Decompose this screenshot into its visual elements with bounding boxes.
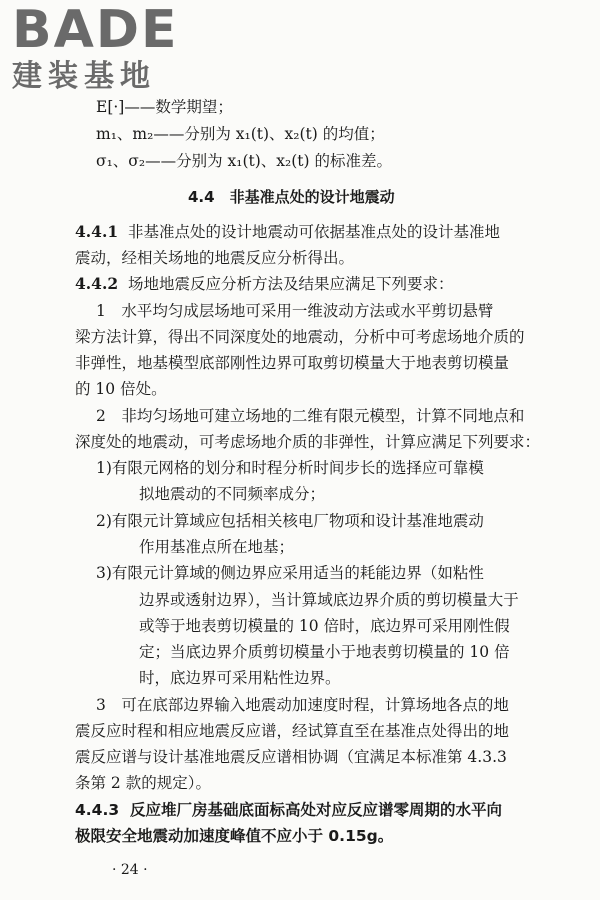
section-title: 4.4 非基准点处的设计地震动 xyxy=(188,188,395,206)
definition-mean: m₁、m₂——分别为 x₁(t)、x₂(t) 的均值； xyxy=(96,125,385,143)
clause-4-4-2-line-1 xyxy=(75,274,454,294)
item-3-line-3: 震反应谱与设计基准地震反应谱相协调（宜满足本标准第 4.3.3 xyxy=(75,748,507,766)
brand-logo xyxy=(12,0,182,94)
item-1-line-4: 的 10 倍处。 xyxy=(75,380,167,398)
clause-text: 非基准点处的设计地震动可依据基准点处的设计基准地 xyxy=(128,223,501,241)
clause-number: 4.4.3 xyxy=(75,801,120,819)
clause-4-4-1-line-2: 震动，经相关场地的地震反应分析得出。 xyxy=(75,249,355,267)
clause-4-4-3-line-2: 极限安全地震动加速度峰值不应小于 0.15g。 xyxy=(75,827,394,845)
item-3-line-1: 3 可在底部边界输入地震动加速度时程，计算场地各点的地 xyxy=(96,696,509,714)
clause-text: 反应堆厂房基础底面标高处对应反应谱零周期的水平向 xyxy=(129,801,502,819)
definition-expectation: E[·]——数学期望； xyxy=(96,98,233,116)
clause-number: 4.4.2 xyxy=(75,274,119,293)
subitem-1-line-2: 拟地震动的不同频率成分； xyxy=(139,485,326,503)
item-1-line-2: 梁方法计算，得出不同深度处的地震动，分析中可考虑场地介质的 xyxy=(75,328,525,346)
logo-text: BADE xyxy=(12,0,179,60)
subitem-3-line-4: 定；当底边界介质剪切模量小于地表剪切模量的 10 倍 xyxy=(139,643,510,661)
clause-number: 4.4.1 xyxy=(75,222,119,241)
item-1-line-1: 1 水平均匀成层场地可采用一维波动方法或水平剪切悬臂 xyxy=(96,302,494,320)
clause-4-4-3-line-1 xyxy=(75,800,502,820)
item-3-line-2: 震反应时程和相应地震反应谱，经试算直至在基准点处得出的地 xyxy=(75,722,510,740)
subitem-2-line-1: 2)有限元计算域应包括相关核电厂物项和设计基准地震动 xyxy=(96,512,484,530)
subitem-1-line-1: 1)有限元网格的划分和时程分析时间步长的选择应可靠模 xyxy=(96,459,484,477)
subitem-3-line-5: 时，底边界可采用粘性边界。 xyxy=(139,669,341,687)
item-1-line-3: 非弹性，地基模型底部刚性边界可取剪切模量大于地表剪切模量 xyxy=(75,354,510,372)
subitem-3-line-3: 或等于地表剪切模量的 10 倍时，底边界可采用刚性假 xyxy=(139,617,510,635)
clause-4-4-1-line-1 xyxy=(75,222,500,242)
item-3-line-4: 条第 2 款的规定）。 xyxy=(75,774,211,792)
item-2-line-2: 深度处的地震动，可考虑场地介质的非弹性，计算应满足下列要求： xyxy=(75,433,541,451)
subitem-3-line-2: 边界或透射边界），当计算域底边界介质的剪切模量大于 xyxy=(139,591,519,609)
clause-text: 场地地震反应分析方法及结果应满足下列要求： xyxy=(128,275,454,293)
subitem-3-line-1: 3)有限元计算域的侧边界应采用适当的耗能边界（如粘性 xyxy=(96,564,484,582)
item-2-line-1: 2 非均匀场地可建立场地的二维有限元模型，计算不同地点和 xyxy=(96,407,525,425)
definition-std: σ₁、σ₂——分别为 x₁(t)、x₂(t) 的标准差。 xyxy=(96,152,392,170)
page-number: · 24 · xyxy=(112,862,148,878)
subitem-2-line-2: 作用基准点所在地基； xyxy=(139,538,295,556)
logo-subtitle: 建装基地 xyxy=(12,59,156,94)
